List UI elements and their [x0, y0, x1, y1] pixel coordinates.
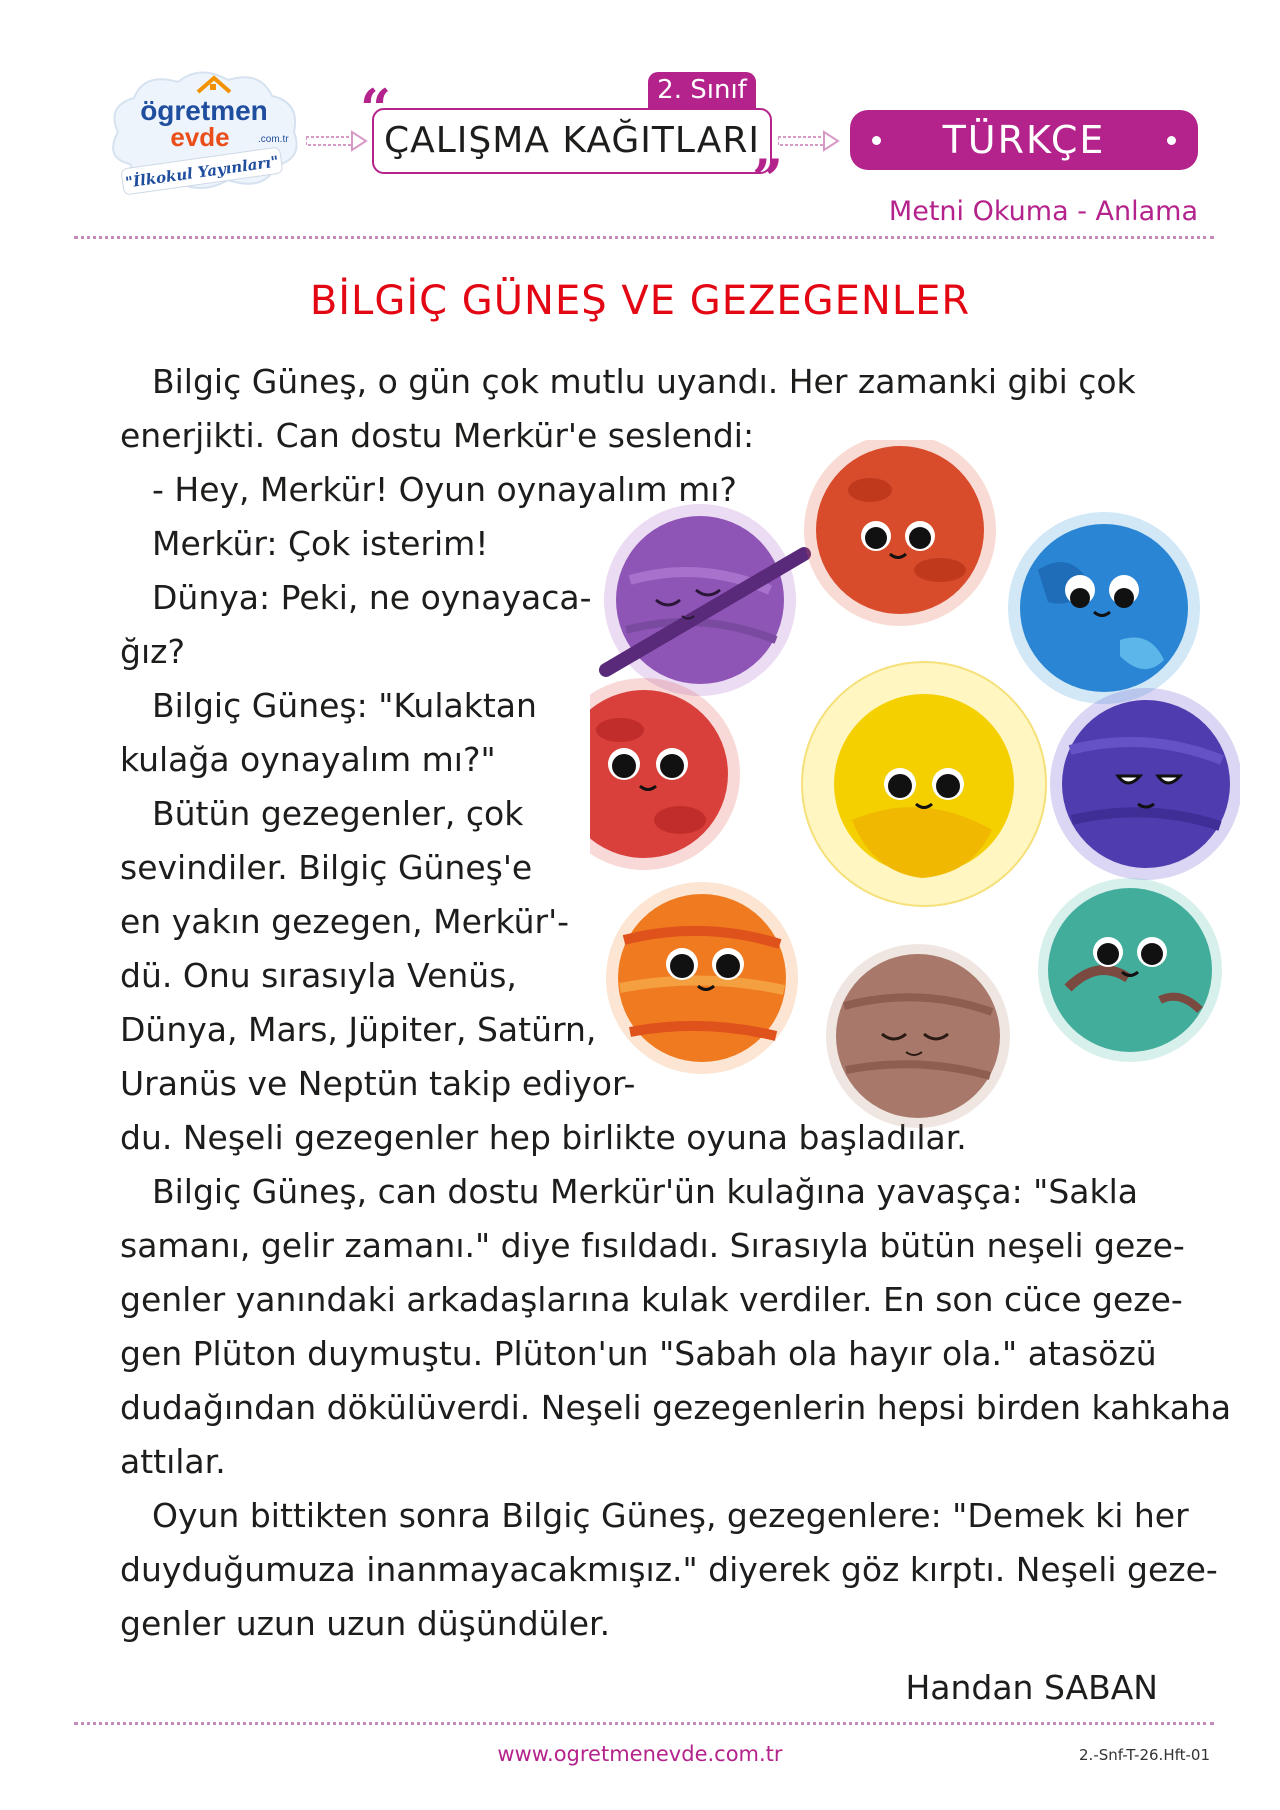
- svg-text:"İlkokul Yayınları": "İlkokul Yayınları": [124, 152, 280, 192]
- story-line: kulağa oynayalım mı?": [120, 740, 496, 779]
- mars-planet: [804, 440, 996, 626]
- footer-divider: [74, 1722, 1214, 1725]
- ogretmenevde-logo: [100, 62, 305, 202]
- story-line: Bilgiç Güneş, o gün çok mutlu uyandı. Her zamanki gibi çok: [152, 362, 1136, 401]
- story-line: ğız?: [120, 632, 185, 671]
- grade-badge: 2. Sınıf: [648, 72, 756, 108]
- story-line: gen Plüton duymuştu. Plüton'un "Sabah ola hayır ola." atasözü: [120, 1334, 1157, 1373]
- story-line: sevindiler. Bilgiç Güneş'e: [120, 848, 533, 887]
- story-line: genler uzun uzun düşündüler.: [120, 1604, 611, 1643]
- dot-icon: [1167, 136, 1176, 145]
- story-title: BİLGİÇ GÜNEŞ VE GEZEGENLER: [309, 278, 971, 324]
- story-line: du. Neşeli gezegenler hep birlikte oyuna başladılar.: [120, 1118, 967, 1157]
- neptune-planet: [1050, 688, 1240, 880]
- story-line: samanı, gelir zamanı." diye fısıldadı. Sırasıyla bütün neşeli geze-: [120, 1226, 1185, 1265]
- dot-icon: [872, 136, 881, 145]
- worksheet-title: ÇALIŞMA KAĞITLARI: [372, 108, 772, 174]
- story-line: duyduğumuza inanmayacakmışız." diyerek göz kırptı. Neşeli geze-: [120, 1550, 1218, 1589]
- story-line: dü. Onu sırasıyla Venüs,: [120, 956, 517, 995]
- story-line: attılar.: [120, 1442, 226, 1481]
- footer-code: 2.-Snf-T-26.Hft-01: [1079, 1746, 1210, 1764]
- venus-planet: [590, 678, 740, 870]
- open-quote-icon: “: [360, 77, 392, 141]
- story-line: genler yanındaki arkadaşlarına kulak verdiler. En son cüce geze-: [120, 1280, 1183, 1319]
- svg-text:ögretmen: ögretmen: [140, 95, 268, 126]
- story-line: Bilgiç Güneş: "Kulaktan: [152, 686, 537, 725]
- story-line: - Hey, Merkür! Oyun oynayalım mı?: [152, 470, 737, 509]
- story-line: Dünya, Mars, Jüpiter, Satürn,: [120, 1010, 597, 1049]
- story-line: Merkür: Çok isterim!: [152, 524, 489, 563]
- teal-planet: [1038, 878, 1222, 1062]
- saturn-planet: [604, 504, 804, 696]
- footer-url[interactable]: www.ogretmenevde.com.tr: [497, 1742, 783, 1766]
- planets-illustration: [590, 440, 1240, 1130]
- story-line: enerjikti. Can dostu Merkür'e seslendi:: [120, 416, 755, 455]
- story-line: Oyun bittikten sonra Bilgiç Güneş, gezegenlere: "Demek ki her: [152, 1496, 1189, 1535]
- uranus-planet: [826, 944, 1010, 1128]
- story-line: Uranüs ve Neptün takip ediyor-: [120, 1064, 636, 1103]
- svg-text:evde: evde: [170, 122, 230, 152]
- jupiter-planet: [606, 882, 798, 1074]
- subtopic-label: Metni Okuma - Anlama: [888, 196, 1198, 227]
- subject-badge: [850, 110, 1198, 170]
- story-line: en yakın gezegen, Merkür'-: [120, 902, 570, 941]
- earth-planet: [1008, 512, 1200, 704]
- story-line: Bütün gezegenler, çok: [152, 794, 524, 833]
- arrow-icon: [778, 130, 840, 152]
- arrow-icon: [306, 130, 368, 152]
- story-line: Bilgiç Güneş, can dostu Merkür'ün kulağına yavaşça: "Sakla: [152, 1172, 1139, 1211]
- sun: [802, 662, 1046, 906]
- story-line: Dünya: Peki, ne oynayaca-: [152, 578, 592, 617]
- author-name: Handan SABAN: [905, 1668, 1158, 1707]
- header-divider: [74, 236, 1214, 239]
- svg-text:.com.tr: .com.tr: [258, 134, 289, 145]
- story-line: dudağından dökülüverdi. Neşeli gezegenlerin hepsi birden kahkaha: [120, 1388, 1232, 1427]
- close-quote-icon: ”: [752, 147, 784, 211]
- subject-label: TÜRKÇE: [942, 118, 1106, 162]
